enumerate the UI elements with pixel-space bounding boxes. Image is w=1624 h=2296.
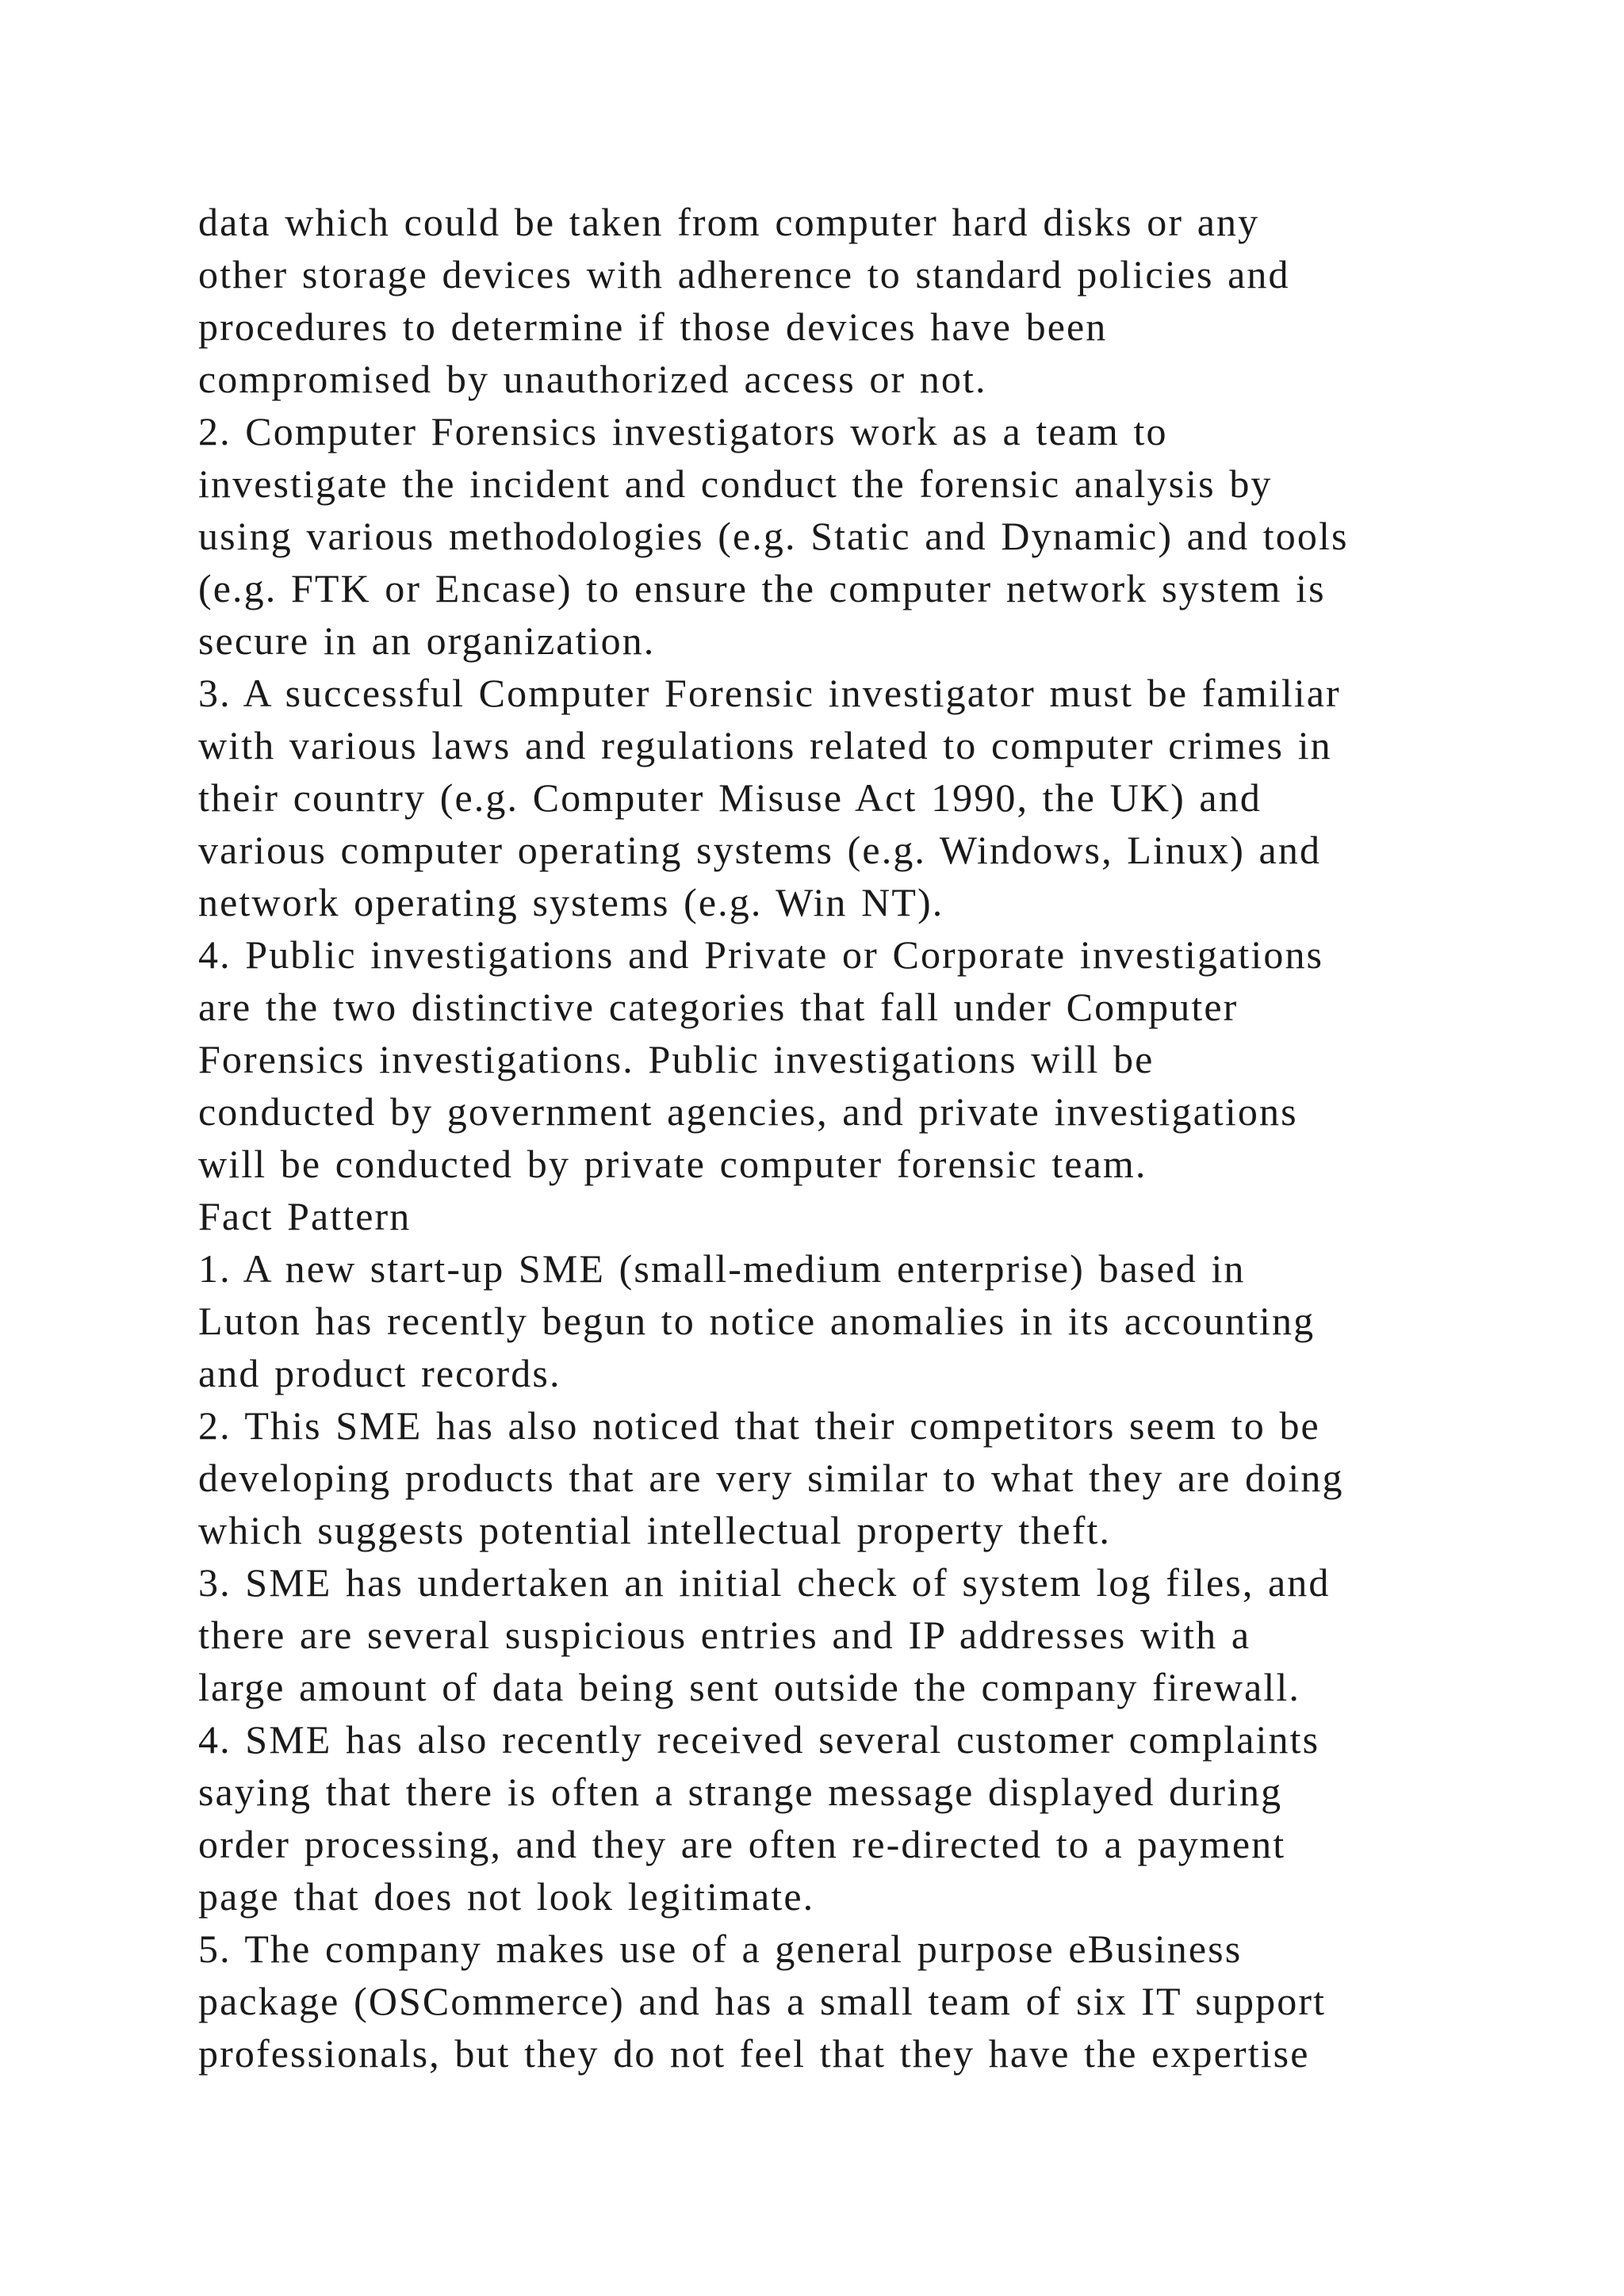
text-line: 4. Public investigations and Private or Corporate investigations — [198, 932, 1324, 977]
text-line: compromised by unauthorized access or not. — [198, 357, 987, 401]
text-line: 1. A new start-up SME (small-medium enterprise) based in — [198, 1246, 1246, 1291]
text-line: package (OSCommerce) and has a small team of six IT support — [198, 1979, 1327, 2023]
text-line: and product records. — [198, 1351, 561, 1395]
text-line: professionals, but they do not feel that they have the expertise — [198, 2031, 1310, 2076]
text-line: (e.g. FTK or Encase) to ensure the computer network system is — [198, 566, 1326, 610]
text-line: various computer operating systems (e.g. Windows, Linux) and — [198, 828, 1322, 872]
text-line: investigate the incident and conduct the forensic analysis by — [198, 461, 1273, 506]
text-line: there are several suspicious entries and IP addresses with a — [198, 1613, 1251, 1657]
text-line: using various methodologies (e.g. Static and Dynamic) and tools — [198, 514, 1349, 558]
document-body — [198, 196, 1546, 2080]
text-line: their country (e.g. Computer Misuse Act 1990, the UK) and — [198, 775, 1262, 820]
text-line: are the two distinctive categories that fall under Computer — [198, 985, 1239, 1029]
text-line: saying that there is often a strange message displayed during — [198, 1770, 1283, 1814]
text-line: secure in an organization. — [198, 618, 656, 663]
text-line: order processing, and they are often re-directed to a payment — [198, 1822, 1286, 1866]
text-line: 2. Computer Forensics investigators work as a team to — [198, 409, 1168, 453]
text-line: other storage devices with adherence to standard policies and — [198, 252, 1290, 297]
text-line: 5. The company makes use of a general purpose eBusiness — [198, 1927, 1243, 1971]
text-line: with various laws and regulations related to computer crimes in — [198, 723, 1332, 767]
text-line: network operating systems (e.g. Win NT). — [198, 880, 944, 924]
section-heading: Fact Pattern — [198, 1194, 412, 1238]
text-line: 4. SME has also recently received several customer complaints — [198, 1717, 1320, 1762]
text-line: Forensics investigations. Public investigations will be — [198, 1037, 1155, 1081]
text-line: which suggests potential intellectual property theft. — [198, 1508, 1112, 1552]
text-line: 2. This SME has also noticed that their competitors seem to be — [198, 1403, 1320, 1448]
text-line: 3. A successful Computer Forensic investigator must be familiar — [198, 671, 1341, 715]
text-line: large amount of data being sent outside the company firewall. — [198, 1665, 1300, 1709]
text-line: page that does not look legitimate. — [198, 1874, 815, 1919]
text-line: data which could be taken from computer hard disks or any — [198, 200, 1260, 244]
text-line: conducted by government agencies, and private investigations — [198, 1089, 1298, 1134]
text-line: will be conducted by private computer forensic team. — [198, 1142, 1147, 1186]
text-line: procedures to determine if those devices have been — [198, 304, 1108, 349]
text-line: 3. SME has undertaken an initial check of system log files, and — [198, 1560, 1331, 1605]
text-line: developing products that are very similar to what they are doing — [198, 1456, 1344, 1500]
text-line: Luton has recently begun to notice anomalies in its accounting — [198, 1299, 1316, 1343]
